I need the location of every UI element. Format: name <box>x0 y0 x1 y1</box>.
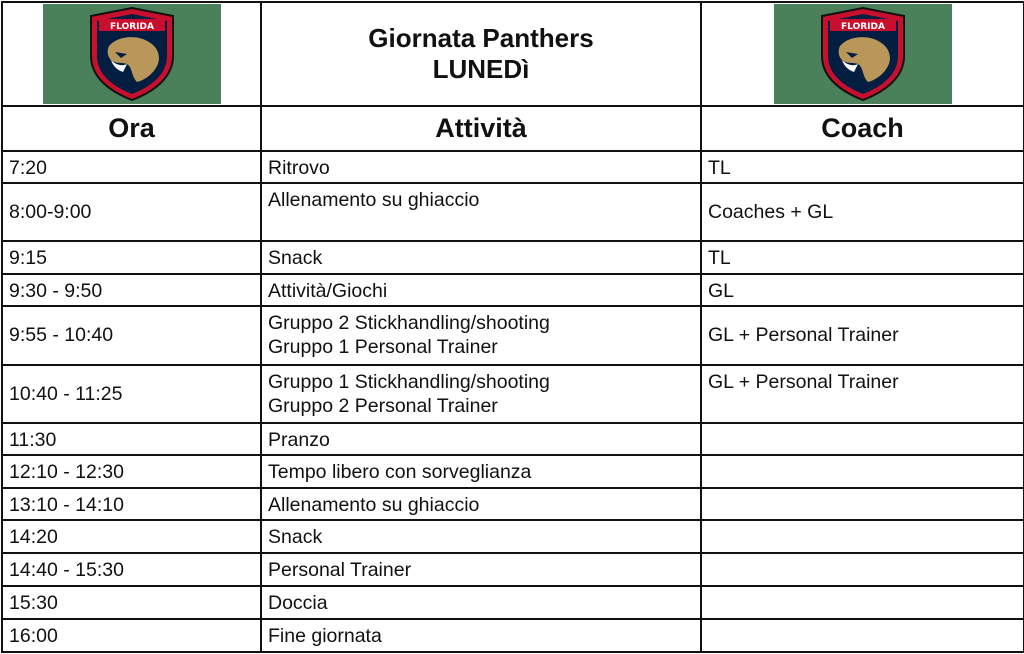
activity-line: Ritrovo <box>268 156 330 179</box>
activity-line: Snack <box>268 526 323 549</box>
activity-line: Fine giornata <box>268 624 382 647</box>
column-header-attivita: Attività <box>261 106 701 150</box>
table-row <box>2 455 1024 488</box>
time-cell: 16:00 <box>2 619 261 652</box>
florida-panthers-logo-icon <box>774 4 952 104</box>
time-cell: 13:10 - 14:10 <box>2 488 261 520</box>
activity-line: Personal Trainer <box>268 559 412 582</box>
coach-cell: TL <box>701 151 1024 183</box>
table-row <box>2 365 1024 423</box>
coach-cell <box>701 423 1024 455</box>
activity-line: Pranzo <box>268 428 330 451</box>
table-row <box>2 586 1024 619</box>
activity-cell <box>261 586 701 619</box>
coach-cell: Coaches + GL <box>701 183 1024 241</box>
activity-cell <box>261 455 701 488</box>
table-row <box>2 306 1024 364</box>
coach-cell: GL + Personal Trainer <box>701 365 1024 423</box>
activity-line: Tempo libero con sorveglianza <box>268 461 532 484</box>
activity-line: Attività/Giochi <box>268 280 388 303</box>
svg-text:FLORIDA: FLORIDA <box>109 22 154 33</box>
activity-line: Gruppo 2 Personal Trainer <box>268 394 498 417</box>
time-cell: 12:10 - 12:30 <box>2 455 261 488</box>
activity-cell <box>261 151 701 183</box>
time-cell: 15:30 <box>2 586 261 619</box>
coach-cell <box>701 520 1024 553</box>
table-row <box>2 520 1024 553</box>
coach-cell <box>701 553 1024 585</box>
title-cell <box>261 2 701 106</box>
activity-cell <box>261 423 701 455</box>
activity-cell <box>261 365 701 423</box>
coach-cell <box>701 586 1024 619</box>
table-row <box>2 241 1024 274</box>
table-row <box>2 151 1024 183</box>
activity-line: Allenamento su ghiaccio <box>268 188 480 211</box>
activity-cell <box>261 520 701 553</box>
table-row <box>2 183 1024 241</box>
activity-line: Gruppo 1 Personal Trainer <box>268 336 498 359</box>
time-cell: 11:30 <box>2 423 261 455</box>
activity-line: Gruppo 2 Stickhandling/shooting <box>268 312 550 335</box>
time-cell: 14:20 <box>2 520 261 553</box>
activity-line: Allenamento su ghiaccio <box>268 494 480 517</box>
table-row <box>2 619 1024 652</box>
activity-cell <box>261 488 701 520</box>
coach-cell: GL + Personal Trainer <box>701 306 1024 364</box>
coach-cell <box>701 488 1024 520</box>
activity-cell <box>261 183 701 241</box>
time-cell: 9:30 - 9:50 <box>2 274 261 306</box>
table-row <box>2 553 1024 585</box>
activity-line: Doccia <box>268 591 328 614</box>
column-header-ora: Ora <box>2 106 261 150</box>
title-line-1: Giornata Panthers <box>368 23 594 54</box>
coach-cell: GL <box>701 274 1024 306</box>
table-row <box>2 488 1024 520</box>
table-row <box>2 423 1024 455</box>
activity-cell <box>261 306 701 364</box>
time-cell: 9:55 - 10:40 <box>2 306 261 364</box>
activity-line: Snack <box>268 247 323 270</box>
activity-cell <box>261 274 701 306</box>
time-cell: 14:40 - 15:30 <box>2 553 261 585</box>
banner-row <box>2 2 1024 106</box>
title-line-2: LUNEDì <box>432 54 530 85</box>
time-cell: 8:00-9:00 <box>2 183 261 241</box>
logo-cell-left <box>2 2 261 106</box>
activity-cell <box>261 619 701 652</box>
column-header-coach: Coach <box>701 106 1024 150</box>
coach-cell: TL <box>701 241 1024 274</box>
header-row <box>2 106 1024 150</box>
activity-cell <box>261 553 701 585</box>
svg-text:FLORIDA: FLORIDA <box>840 22 885 33</box>
activity-line: Gruppo 1 Stickhandling/shooting <box>268 370 550 393</box>
coach-cell <box>701 455 1024 488</box>
activity-cell <box>261 241 701 274</box>
time-cell: 7:20 <box>2 151 261 183</box>
page-title <box>262 23 700 85</box>
table-row <box>2 274 1024 306</box>
time-cell: 10:40 - 11:25 <box>2 365 261 423</box>
florida-panthers-logo-icon <box>43 4 221 104</box>
time-cell: 9:15 <box>2 241 261 274</box>
schedule-table <box>1 1 1024 653</box>
logo-cell-right <box>701 2 1024 106</box>
coach-cell <box>701 619 1024 652</box>
